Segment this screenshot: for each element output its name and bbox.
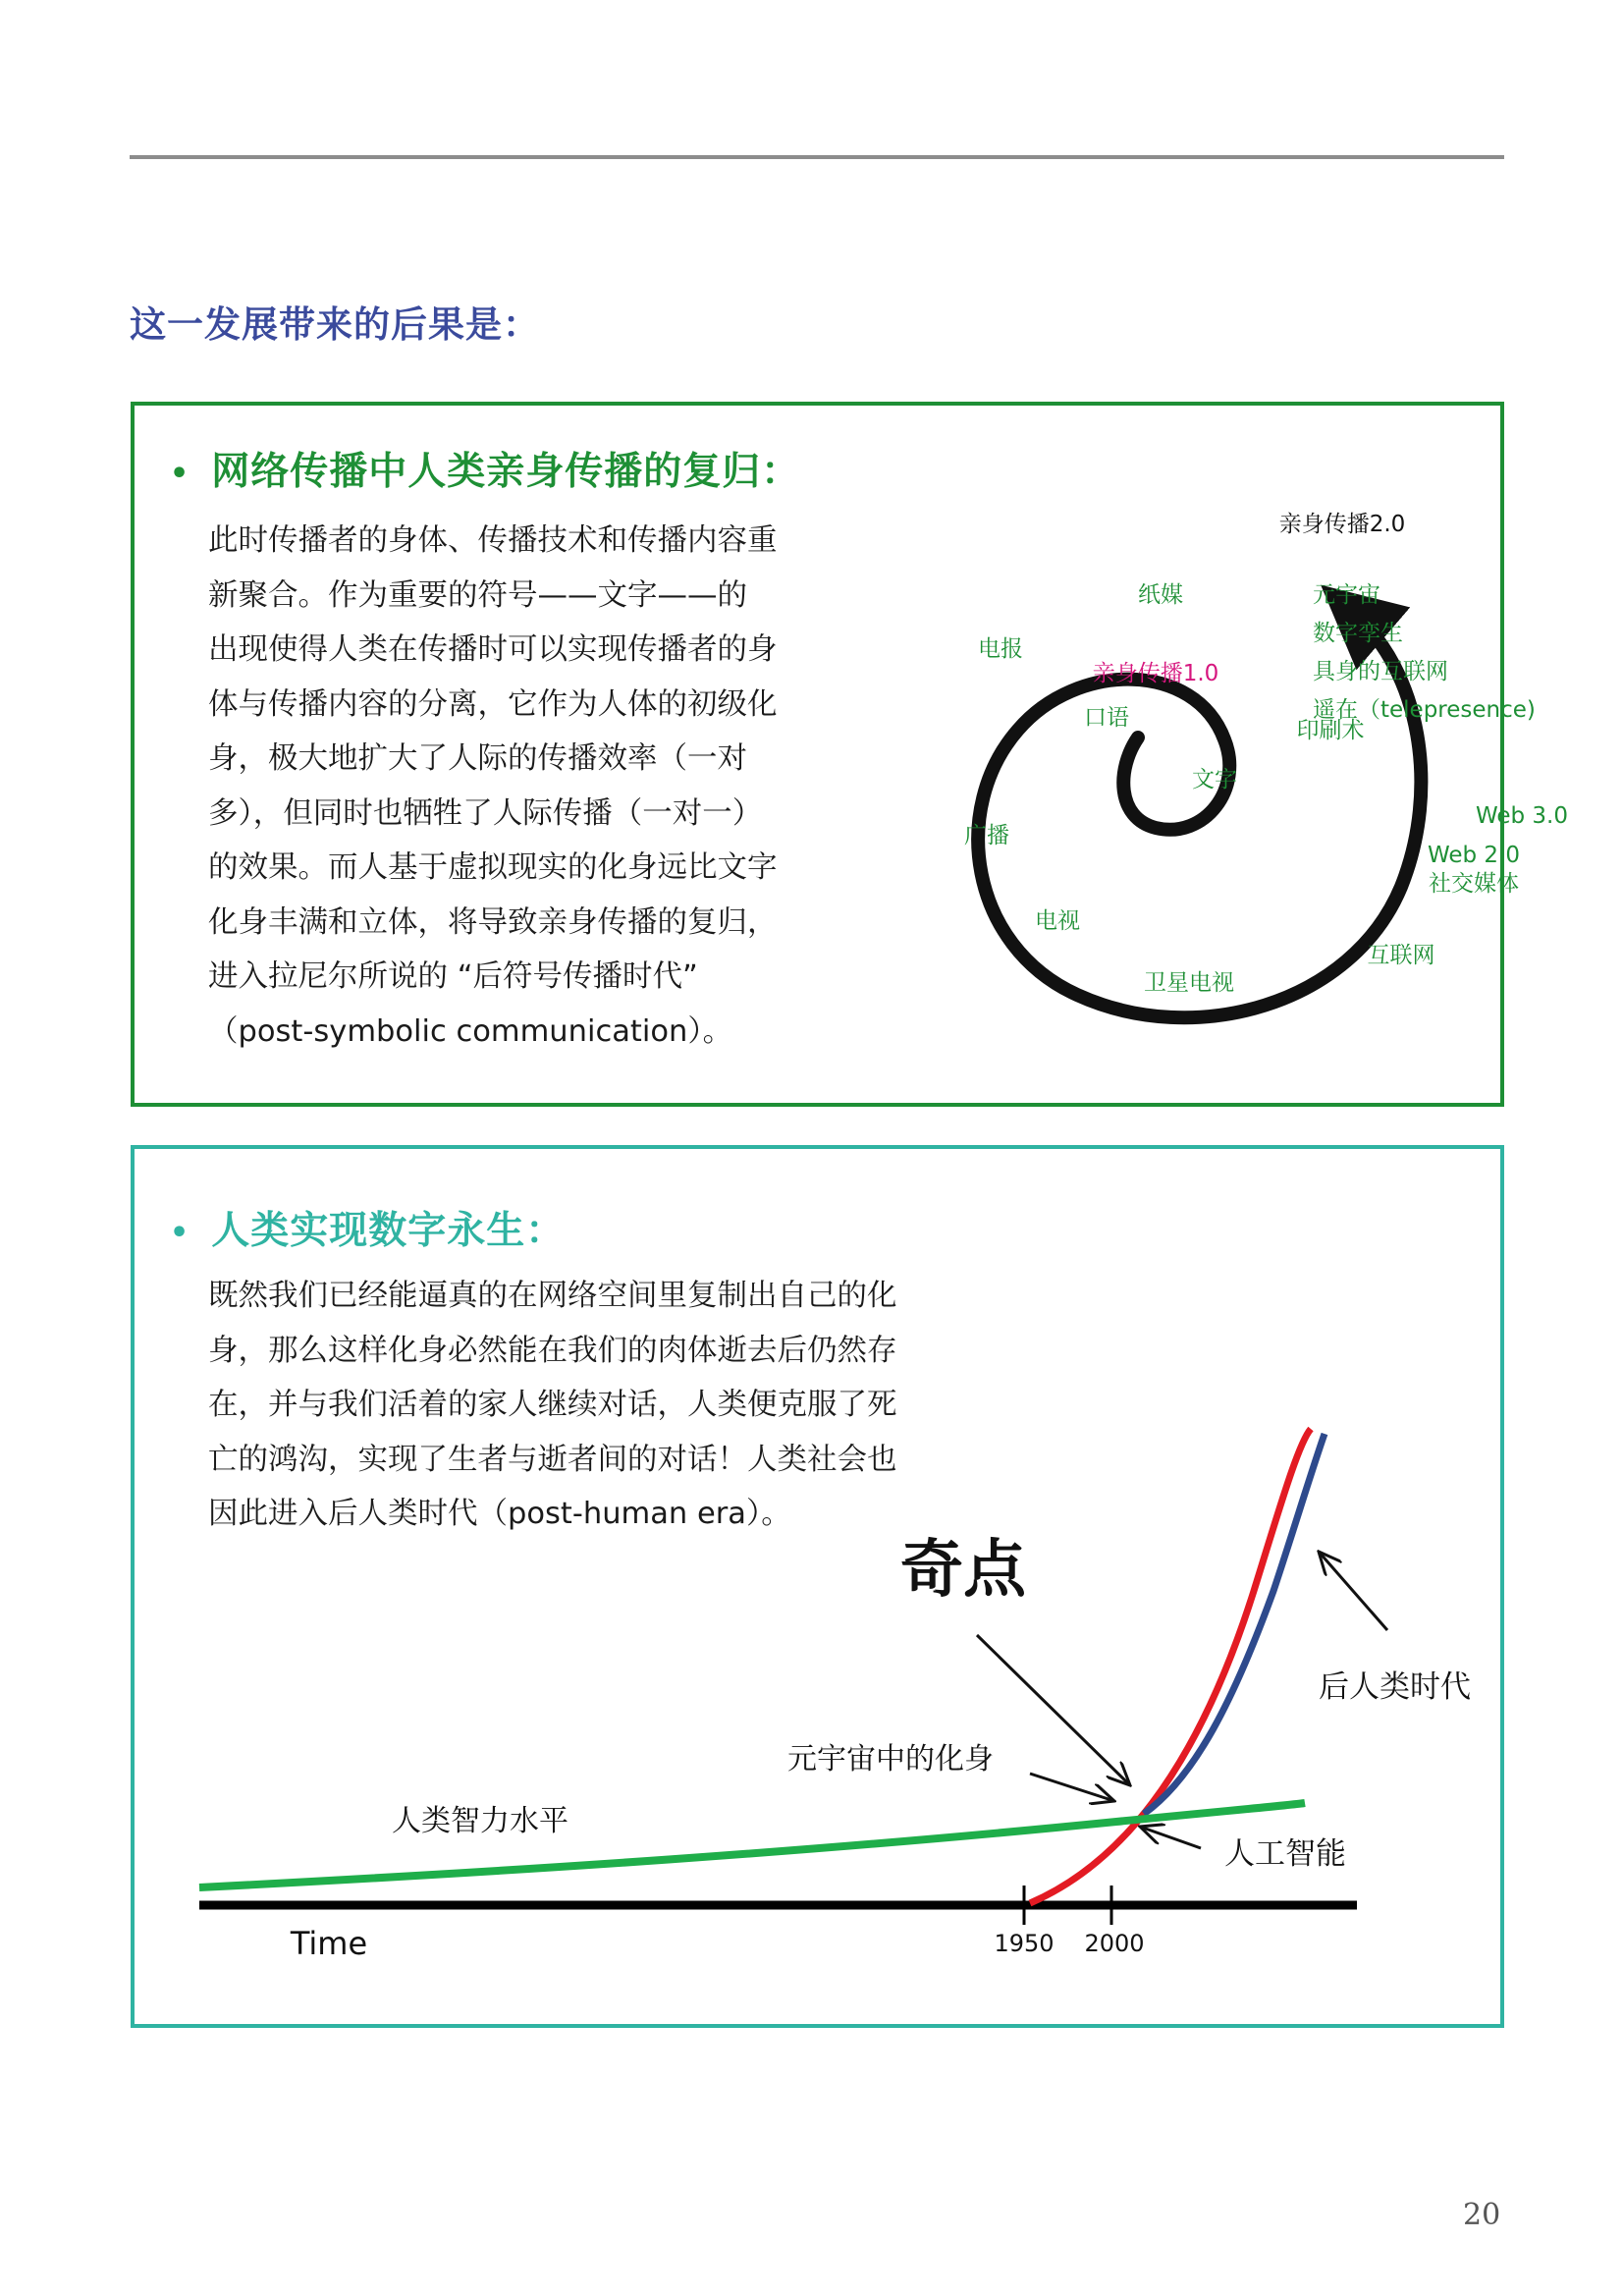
posthuman-label: 后人类时代 — [1319, 1669, 1471, 1705]
media-spiral-diagram — [822, 504, 1569, 1093]
label-digital-twin: 数字孪生 — [1313, 621, 1403, 646]
singularity-label: 奇点 — [900, 1534, 1026, 1607]
paragraph-line: 亡的鸿沟，实现了生者与逝者间的对话！人类社会也 — [208, 1442, 897, 1477]
section2-title: • 人类实现数字永生： — [170, 1209, 566, 1253]
label-oral: 口语 — [1084, 705, 1129, 731]
label-web2: Web 2.0 — [1427, 843, 1521, 868]
top-rule — [130, 155, 1504, 159]
label-satellite-tv: 卫星电视 — [1144, 970, 1234, 996]
paragraph-line: 身，那么这样化身必然能在我们的肉体逝去后仍然存 — [208, 1333, 897, 1368]
paragraph-line: 进入拉尼尔所说的 “后符号传播时代” — [208, 959, 698, 994]
personal-communication-box — [131, 402, 1569, 1107]
label-tv: 电视 — [1035, 908, 1080, 934]
label-metaverse: 元宇宙 — [1313, 582, 1380, 608]
paragraph-line: 既然我们已经能逼真的在网络空间里复制出自己的化 — [208, 1279, 897, 1313]
label-internet: 互联网 — [1367, 943, 1435, 968]
label-embodied-internet: 具身的互联网 — [1313, 659, 1448, 684]
section1-title: • 网络传播中人类亲身传播的复归： — [170, 450, 801, 494]
label-personal-2: 亲身传播2.0 — [1278, 512, 1406, 537]
label-personal-1: 亲身传播1.0 — [1092, 661, 1219, 686]
paragraph-line: 出现使得人类在传播时可以实现传播者的身 — [208, 632, 778, 667]
tick-2000-label: 2000 — [1084, 1930, 1145, 1957]
paragraph-line: 新聚合。作为重要的符号——文字——的 — [208, 577, 747, 613]
bullet-icon: • — [170, 457, 190, 491]
paragraph-line: 化身丰满和立体，将导致亲身传播的复归， — [208, 904, 778, 940]
singularity-diagram — [135, 1149, 1508, 2032]
singularity-arrow — [977, 1635, 1130, 1785]
paragraph-line: 体与传播内容的分离，它作为人体的初级化 — [208, 686, 778, 722]
avatar-arrow — [1030, 1774, 1114, 1801]
label-social-media: 社交媒体 — [1429, 871, 1519, 897]
paragraph-line: 因此进入后人类时代（post-human era）。 — [208, 1497, 791, 1531]
ai-label: 人工智能 — [1224, 1836, 1346, 1872]
tick-1950-label: 1950 — [994, 1930, 1055, 1957]
label-telepresence: 遥在（telepresence) — [1313, 697, 1536, 723]
time-label: Time — [290, 1925, 368, 1962]
section-heading: 这一发展带来的后果是： — [130, 303, 540, 346]
label-paper: 纸媒 — [1138, 582, 1183, 608]
paragraph-line: 多），但同时也牺牲了人际传播（一对一） — [208, 795, 763, 831]
avatar-label: 元宇宙中的化身 — [787, 1742, 994, 1777]
bullet-icon: • — [170, 1216, 190, 1250]
label-writing: 文字 — [1192, 767, 1237, 793]
section1-paragraph — [208, 514, 817, 1059]
avatar-curve — [1144, 1434, 1325, 1814]
digital-immortality-box — [131, 1145, 1504, 2028]
paragraph-line: 此时传播者的身体、传播技术和传播内容重 — [208, 523, 778, 558]
page-number: 20 — [1463, 2198, 1501, 2232]
human-intelligence-label: 人类智力水平 — [392, 1804, 568, 1838]
label-printing: 印刷术 — [1296, 718, 1365, 743]
label-web3: Web 3.0 — [1475, 803, 1569, 829]
label-radio: 广播 — [964, 823, 1009, 848]
ai-arrow — [1140, 1827, 1201, 1848]
ai-curve — [1030, 1429, 1311, 1903]
paragraph-line: 在，并与我们活着的家人继续对话，人类便克服了死 — [208, 1388, 897, 1422]
human-intelligence-curve — [199, 1803, 1305, 1887]
paragraph-line: 的效果。而人基于虚拟现实的化身远比文字 — [208, 850, 778, 885]
paragraph-line: （post-symbolic communication）。 — [208, 1013, 733, 1049]
posthuman-arrow — [1319, 1552, 1387, 1630]
label-telegraph: 电报 — [978, 636, 1023, 662]
paragraph-line: 身，极大地扩大了人际的传播效率（一对 — [208, 741, 747, 776]
